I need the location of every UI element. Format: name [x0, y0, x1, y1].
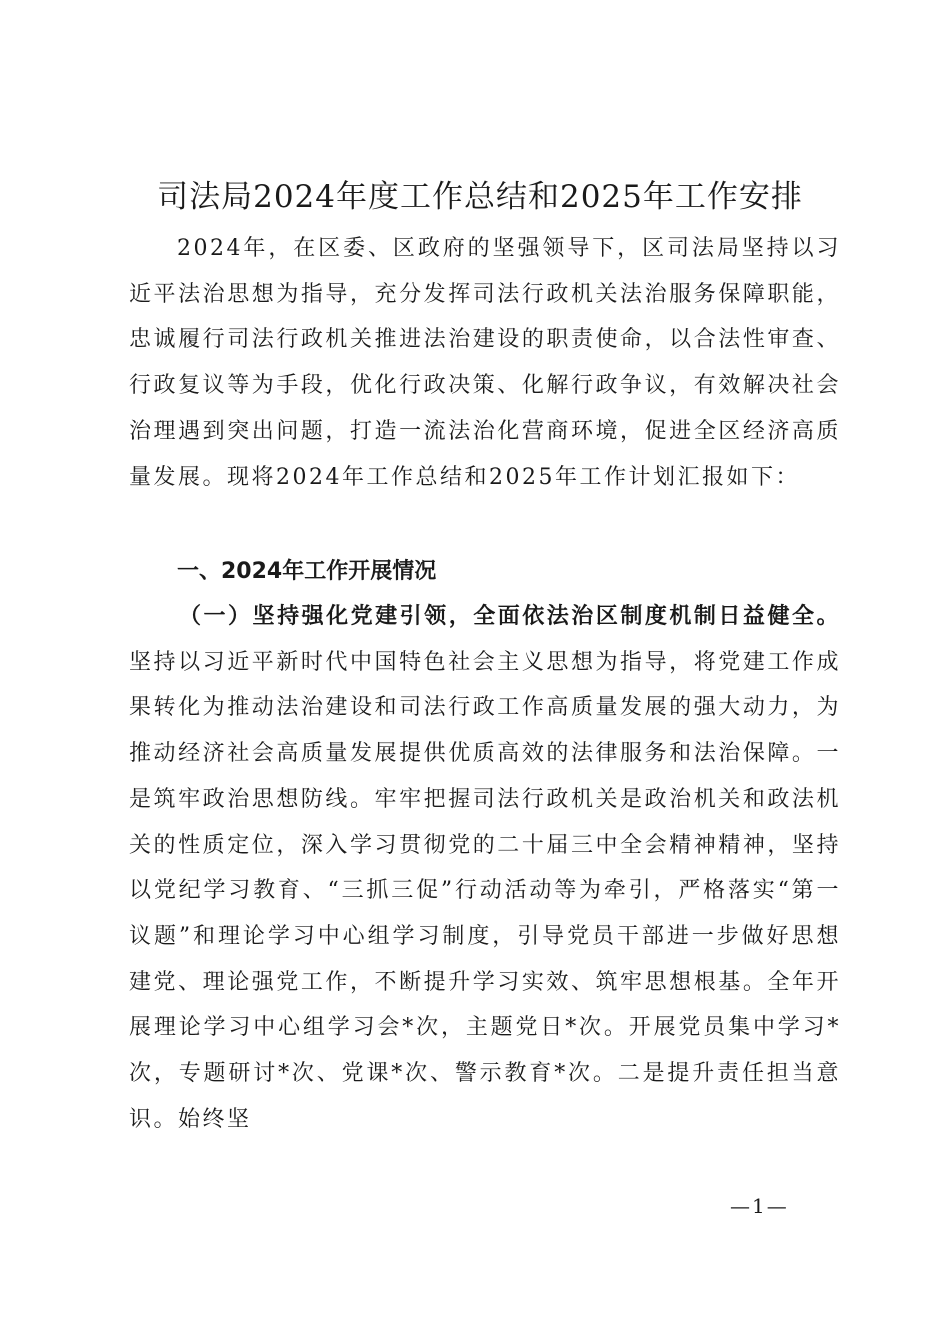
- document-title: 司法局2024年度工作总结和2025年工作安排: [157, 179, 803, 215]
- subsection-heading: （一）坚持强化党建引领，全面依法治区制度机制日益健全。: [179, 603, 841, 629]
- section-heading: 一、2024年工作开展情况: [177, 559, 437, 584]
- page-number: —1—: [730, 1194, 789, 1218]
- intro-paragraph: 2024年，在区委、区政府的坚强领导下，区司法局坚持以习近平法治思想为指导，充分发挥司法行政机关法治服务保障职能，忠诚履行司法行政机关推进法治建设的职责使命，以合法性审查、行政复议等为手段，优化行政决策、化解行政争议，有效解决社会治理遇到突出问题，打造一流法治化营商环境，促进全区经济高质量发展。现将2024年工作总结和2025年工作计划汇报如下：: [129, 236, 841, 490]
- subsection-paragraph: [129, 594, 841, 1142]
- subsection-body: 坚持以习近平新时代中国特色社会主义思想为指导，将党建工作成果转化为推动法治建设和司法行政工作高质量发展的强大动力，为推动经济社会高质量发展提供优质高效的法律服务和法治保障。一是筑牢政治思想防线。牢牢把握司法行政机关是政治机关和政法机关的性质定位，深入学习贯彻党的二十届三中全会精神精神，坚持以党纪学习教育、“三抓三促”行动活动等为牵引，严格落实“第一议题”和理论学习中心组学习制度，引导党员干部进一步做好思想建党、理论强党工作，不断提升学习实效、筑牢思想根基。全年开展理论学习中心组学习会*次，主题党日*次。开展党员集中学习*次，专题研讨*次、党课*次、警示教育*次。二是提升责任担当意识。始终坚: [129, 649, 841, 1132]
